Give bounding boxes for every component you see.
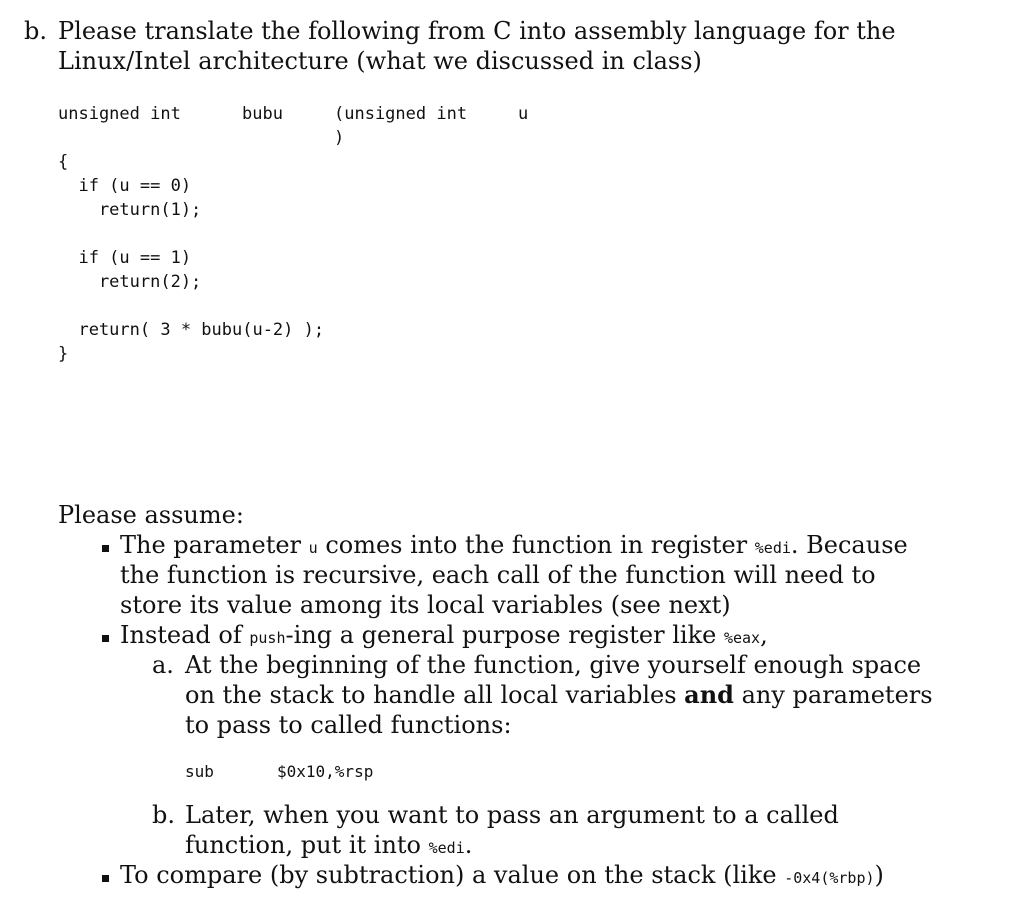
bullet-3-line-1: To compare (by subtraction) a value on the stack (like -0x4(%rbp)) (120, 861, 884, 889)
sub-a-line-3: to pass to called functions: (185, 711, 512, 739)
code-return-type: unsigned int (58, 104, 181, 124)
question-line-1: Please translate the following from C into assembly language for the (58, 17, 896, 45)
bullet-1-line-2: the function is recursive, each call of the function will need to (120, 561, 876, 589)
bullet-1-line-1: The parameter u comes into the function in register %edi. Because (120, 531, 908, 559)
bullet-2-line-1: Instead of push-ing a general purpose register like %eax, (120, 621, 768, 649)
question-line-2: Linux/Intel architecture (what we discussed in class) (58, 47, 702, 75)
sub-code-args: $0x10,%rsp (277, 762, 374, 781)
sub-b-line-2: function, put it into %edi. (185, 831, 473, 859)
assume-heading: Please assume: (58, 501, 244, 529)
code-line: if (u == 0) (58, 176, 192, 196)
sub-a-marker: a. (152, 651, 174, 679)
code-param-name: u (518, 104, 529, 124)
question-marker: b. (24, 17, 47, 45)
code-param-type: (unsigned int (334, 104, 468, 124)
code-function-name: bubu (242, 104, 283, 124)
bullet-icon (102, 875, 109, 882)
bullet-icon (102, 545, 109, 552)
code-param-close: ) (334, 128, 345, 148)
code-line: return(2); (58, 272, 202, 292)
bullet-icon (102, 635, 109, 642)
sub-a-line-2: on the stack to handle all local variables and any parameters (185, 680, 933, 709)
sub-b-line-1: Later, when you want to pass an argument to a called (185, 801, 839, 829)
code-line: { (58, 152, 69, 172)
code-line: if (u == 1) (58, 248, 192, 268)
code-line: } (58, 344, 69, 364)
code-line: return( 3 * bubu(u-2) ); (58, 320, 325, 340)
code-line: return(1); (58, 200, 202, 220)
sub-code-op: sub (185, 762, 214, 781)
sub-a-line-1: At the beginning of the function, give yourself enough space (185, 651, 922, 679)
sub-b-marker: b. (152, 801, 175, 829)
bullet-1-line-3: store its value among its local variables (see next) (120, 591, 731, 619)
